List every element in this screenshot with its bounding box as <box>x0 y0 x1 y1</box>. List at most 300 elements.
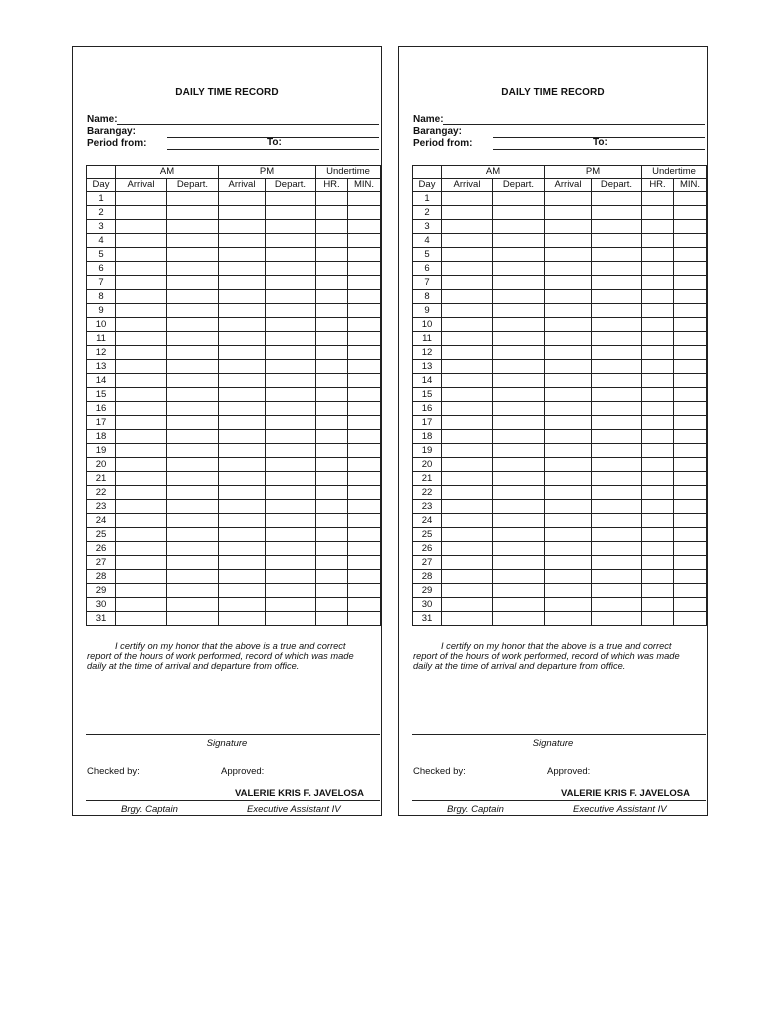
pm-arrival-cell[interactable] <box>219 500 266 514</box>
undertime-hr-cell[interactable] <box>316 514 348 528</box>
pm-arrival-cell[interactable] <box>219 360 266 374</box>
am-arrival-cell[interactable] <box>116 276 167 290</box>
undertime-hr-cell[interactable] <box>316 206 348 220</box>
pm-arrival-cell[interactable] <box>545 612 592 626</box>
undertime-min-cell[interactable] <box>674 584 707 598</box>
undertime-min-cell[interactable] <box>348 430 381 444</box>
am-depart-cell[interactable] <box>167 430 219 444</box>
pm-arrival-cell[interactable] <box>545 318 592 332</box>
am-depart-cell[interactable] <box>493 444 545 458</box>
am-depart-cell[interactable] <box>167 346 219 360</box>
pm-depart-cell[interactable] <box>266 584 316 598</box>
am-arrival-cell[interactable] <box>116 528 167 542</box>
undertime-hr-cell[interactable] <box>642 472 674 486</box>
undertime-min-cell[interactable] <box>348 318 381 332</box>
pm-arrival-cell[interactable] <box>219 262 266 276</box>
pm-depart-cell[interactable] <box>266 556 316 570</box>
am-depart-cell[interactable] <box>493 248 545 262</box>
undertime-min-cell[interactable] <box>348 290 381 304</box>
pm-arrival-cell[interactable] <box>545 458 592 472</box>
am-arrival-cell[interactable] <box>116 192 167 206</box>
undertime-min-cell[interactable] <box>674 346 707 360</box>
am-arrival-cell[interactable] <box>116 472 167 486</box>
pm-depart-cell[interactable] <box>266 332 316 346</box>
name-field-line[interactable] <box>443 124 705 125</box>
am-depart-cell[interactable] <box>493 360 545 374</box>
am-arrival-cell[interactable] <box>442 276 493 290</box>
am-depart-cell[interactable] <box>167 318 219 332</box>
pm-arrival-cell[interactable] <box>545 514 592 528</box>
undertime-hr-cell[interactable] <box>642 556 674 570</box>
pm-depart-cell[interactable] <box>266 304 316 318</box>
name-field-line[interactable] <box>117 124 379 125</box>
pm-depart-cell[interactable] <box>592 248 642 262</box>
pm-arrival-cell[interactable] <box>545 374 592 388</box>
am-depart-cell[interactable] <box>167 570 219 584</box>
pm-arrival-cell[interactable] <box>545 486 592 500</box>
pm-depart-cell[interactable] <box>266 318 316 332</box>
undertime-hr-cell[interactable] <box>316 360 348 374</box>
undertime-min-cell[interactable] <box>348 500 381 514</box>
undertime-min-cell[interactable] <box>674 332 707 346</box>
undertime-hr-cell[interactable] <box>642 528 674 542</box>
am-arrival-cell[interactable] <box>116 416 167 430</box>
am-arrival-cell[interactable] <box>116 388 167 402</box>
pm-arrival-cell[interactable] <box>219 612 266 626</box>
undertime-hr-cell[interactable] <box>316 444 348 458</box>
pm-arrival-cell[interactable] <box>545 234 592 248</box>
undertime-min-cell[interactable] <box>348 248 381 262</box>
am-depart-cell[interactable] <box>167 584 219 598</box>
period-field-line[interactable] <box>493 149 705 150</box>
pm-depart-cell[interactable] <box>266 612 316 626</box>
undertime-min-cell[interactable] <box>348 220 381 234</box>
am-depart-cell[interactable] <box>493 416 545 430</box>
pm-depart-cell[interactable] <box>266 248 316 262</box>
pm-depart-cell[interactable] <box>592 570 642 584</box>
pm-arrival-cell[interactable] <box>219 416 266 430</box>
am-depart-cell[interactable] <box>493 290 545 304</box>
period-field-line[interactable] <box>167 149 379 150</box>
pm-arrival-cell[interactable] <box>219 206 266 220</box>
am-arrival-cell[interactable] <box>442 346 493 360</box>
am-depart-cell[interactable] <box>167 360 219 374</box>
undertime-hr-cell[interactable] <box>316 598 348 612</box>
am-depart-cell[interactable] <box>167 206 219 220</box>
undertime-min-cell[interactable] <box>674 458 707 472</box>
undertime-min-cell[interactable] <box>674 444 707 458</box>
am-depart-cell[interactable] <box>167 556 219 570</box>
am-arrival-cell[interactable] <box>442 206 493 220</box>
am-arrival-cell[interactable] <box>116 346 167 360</box>
undertime-min-cell[interactable] <box>674 402 707 416</box>
pm-arrival-cell[interactable] <box>219 402 266 416</box>
am-arrival-cell[interactable] <box>116 402 167 416</box>
am-depart-cell[interactable] <box>167 444 219 458</box>
am-depart-cell[interactable] <box>167 290 219 304</box>
undertime-hr-cell[interactable] <box>316 556 348 570</box>
undertime-min-cell[interactable] <box>674 234 707 248</box>
pm-depart-cell[interactable] <box>592 500 642 514</box>
am-depart-cell[interactable] <box>167 542 219 556</box>
am-depart-cell[interactable] <box>493 206 545 220</box>
undertime-hr-cell[interactable] <box>316 374 348 388</box>
pm-depart-cell[interactable] <box>592 192 642 206</box>
pm-arrival-cell[interactable] <box>545 332 592 346</box>
am-depart-cell[interactable] <box>493 486 545 500</box>
undertime-min-cell[interactable] <box>348 276 381 290</box>
pm-arrival-cell[interactable] <box>219 332 266 346</box>
undertime-hr-cell[interactable] <box>316 584 348 598</box>
pm-depart-cell[interactable] <box>266 416 316 430</box>
am-arrival-cell[interactable] <box>116 542 167 556</box>
undertime-min-cell[interactable] <box>348 542 381 556</box>
pm-arrival-cell[interactable] <box>219 276 266 290</box>
pm-depart-cell[interactable] <box>592 472 642 486</box>
pm-depart-cell[interactable] <box>592 276 642 290</box>
undertime-min-cell[interactable] <box>348 234 381 248</box>
am-depart-cell[interactable] <box>167 514 219 528</box>
pm-arrival-cell[interactable] <box>545 304 592 318</box>
pm-depart-cell[interactable] <box>266 598 316 612</box>
am-arrival-cell[interactable] <box>442 542 493 556</box>
am-depart-cell[interactable] <box>167 374 219 388</box>
pm-arrival-cell[interactable] <box>219 192 266 206</box>
undertime-hr-cell[interactable] <box>316 528 348 542</box>
undertime-min-cell[interactable] <box>674 388 707 402</box>
undertime-hr-cell[interactable] <box>642 458 674 472</box>
pm-arrival-cell[interactable] <box>545 388 592 402</box>
pm-arrival-cell[interactable] <box>219 234 266 248</box>
am-arrival-cell[interactable] <box>116 332 167 346</box>
pm-arrival-cell[interactable] <box>219 304 266 318</box>
am-arrival-cell[interactable] <box>442 416 493 430</box>
am-depart-cell[interactable] <box>493 472 545 486</box>
am-arrival-cell[interactable] <box>116 248 167 262</box>
am-arrival-cell[interactable] <box>442 192 493 206</box>
pm-arrival-cell[interactable] <box>545 416 592 430</box>
undertime-hr-cell[interactable] <box>642 598 674 612</box>
am-depart-cell[interactable] <box>167 612 219 626</box>
undertime-hr-cell[interactable] <box>642 570 674 584</box>
am-arrival-cell[interactable] <box>442 248 493 262</box>
am-arrival-cell[interactable] <box>442 430 493 444</box>
pm-arrival-cell[interactable] <box>219 444 266 458</box>
undertime-hr-cell[interactable] <box>642 304 674 318</box>
undertime-hr-cell[interactable] <box>316 472 348 486</box>
undertime-min-cell[interactable] <box>674 248 707 262</box>
am-arrival-cell[interactable] <box>442 332 493 346</box>
pm-arrival-cell[interactable] <box>219 388 266 402</box>
pm-arrival-cell[interactable] <box>219 374 266 388</box>
undertime-min-cell[interactable] <box>674 374 707 388</box>
undertime-hr-cell[interactable] <box>642 486 674 500</box>
pm-depart-cell[interactable] <box>266 290 316 304</box>
undertime-hr-cell[interactable] <box>316 542 348 556</box>
undertime-min-cell[interactable] <box>348 402 381 416</box>
pm-depart-cell[interactable] <box>266 542 316 556</box>
pm-depart-cell[interactable] <box>592 542 642 556</box>
pm-arrival-cell[interactable] <box>219 318 266 332</box>
undertime-hr-cell[interactable] <box>316 430 348 444</box>
pm-depart-cell[interactable] <box>592 402 642 416</box>
pm-arrival-cell[interactable] <box>545 346 592 360</box>
am-arrival-cell[interactable] <box>116 444 167 458</box>
pm-depart-cell[interactable] <box>266 486 316 500</box>
pm-arrival-cell[interactable] <box>219 290 266 304</box>
pm-arrival-cell[interactable] <box>219 584 266 598</box>
pm-depart-cell[interactable] <box>592 346 642 360</box>
am-depart-cell[interactable] <box>493 388 545 402</box>
undertime-hr-cell[interactable] <box>316 290 348 304</box>
undertime-hr-cell[interactable] <box>642 206 674 220</box>
pm-depart-cell[interactable] <box>266 458 316 472</box>
am-arrival-cell[interactable] <box>442 402 493 416</box>
pm-depart-cell[interactable] <box>592 262 642 276</box>
pm-depart-cell[interactable] <box>592 556 642 570</box>
undertime-hr-cell[interactable] <box>316 262 348 276</box>
am-depart-cell[interactable] <box>493 346 545 360</box>
undertime-hr-cell[interactable] <box>642 220 674 234</box>
am-depart-cell[interactable] <box>167 332 219 346</box>
am-arrival-cell[interactable] <box>116 374 167 388</box>
pm-depart-cell[interactable] <box>266 220 316 234</box>
am-depart-cell[interactable] <box>167 388 219 402</box>
undertime-min-cell[interactable] <box>348 598 381 612</box>
pm-arrival-cell[interactable] <box>545 276 592 290</box>
undertime-min-cell[interactable] <box>674 262 707 276</box>
am-depart-cell[interactable] <box>493 304 545 318</box>
pm-depart-cell[interactable] <box>592 304 642 318</box>
undertime-hr-cell[interactable] <box>642 430 674 444</box>
undertime-min-cell[interactable] <box>674 416 707 430</box>
undertime-hr-cell[interactable] <box>316 220 348 234</box>
pm-arrival-cell[interactable] <box>545 556 592 570</box>
am-arrival-cell[interactable] <box>442 304 493 318</box>
pm-arrival-cell[interactable] <box>545 402 592 416</box>
am-depart-cell[interactable] <box>493 458 545 472</box>
pm-depart-cell[interactable] <box>592 332 642 346</box>
am-arrival-cell[interactable] <box>442 234 493 248</box>
am-arrival-cell[interactable] <box>116 598 167 612</box>
pm-depart-cell[interactable] <box>266 262 316 276</box>
undertime-min-cell[interactable] <box>674 486 707 500</box>
undertime-min-cell[interactable] <box>674 220 707 234</box>
am-depart-cell[interactable] <box>493 192 545 206</box>
undertime-min-cell[interactable] <box>348 416 381 430</box>
undertime-min-cell[interactable] <box>674 570 707 584</box>
am-depart-cell[interactable] <box>167 598 219 612</box>
pm-depart-cell[interactable] <box>266 430 316 444</box>
pm-depart-cell[interactable] <box>592 612 642 626</box>
undertime-min-cell[interactable] <box>348 332 381 346</box>
am-depart-cell[interactable] <box>493 598 545 612</box>
undertime-hr-cell[interactable] <box>316 388 348 402</box>
undertime-min-cell[interactable] <box>674 514 707 528</box>
pm-arrival-cell[interactable] <box>219 430 266 444</box>
pm-arrival-cell[interactable] <box>545 248 592 262</box>
pm-depart-cell[interactable] <box>592 206 642 220</box>
pm-depart-cell[interactable] <box>266 514 316 528</box>
undertime-hr-cell[interactable] <box>642 542 674 556</box>
pm-depart-cell[interactable] <box>592 528 642 542</box>
undertime-hr-cell[interactable] <box>642 346 674 360</box>
undertime-min-cell[interactable] <box>674 192 707 206</box>
am-depart-cell[interactable] <box>493 542 545 556</box>
am-arrival-cell[interactable] <box>116 458 167 472</box>
am-depart-cell[interactable] <box>493 612 545 626</box>
undertime-hr-cell[interactable] <box>642 514 674 528</box>
pm-arrival-cell[interactable] <box>545 500 592 514</box>
undertime-min-cell[interactable] <box>348 346 381 360</box>
pm-depart-cell[interactable] <box>266 276 316 290</box>
am-depart-cell[interactable] <box>493 402 545 416</box>
undertime-min-cell[interactable] <box>348 570 381 584</box>
undertime-hr-cell[interactable] <box>316 192 348 206</box>
am-arrival-cell[interactable] <box>116 500 167 514</box>
pm-arrival-cell[interactable] <box>219 598 266 612</box>
am-depart-cell[interactable] <box>167 234 219 248</box>
pm-arrival-cell[interactable] <box>545 472 592 486</box>
am-arrival-cell[interactable] <box>442 290 493 304</box>
am-arrival-cell[interactable] <box>116 430 167 444</box>
undertime-min-cell[interactable] <box>348 556 381 570</box>
pm-depart-cell[interactable] <box>266 374 316 388</box>
pm-depart-cell[interactable] <box>592 444 642 458</box>
pm-arrival-cell[interactable] <box>219 570 266 584</box>
undertime-min-cell[interactable] <box>348 388 381 402</box>
undertime-hr-cell[interactable] <box>642 360 674 374</box>
am-depart-cell[interactable] <box>167 500 219 514</box>
pm-arrival-cell[interactable] <box>219 528 266 542</box>
undertime-hr-cell[interactable] <box>316 570 348 584</box>
am-arrival-cell[interactable] <box>442 458 493 472</box>
pm-arrival-cell[interactable] <box>219 346 266 360</box>
am-arrival-cell[interactable] <box>442 556 493 570</box>
undertime-min-cell[interactable] <box>348 612 381 626</box>
pm-depart-cell[interactable] <box>266 346 316 360</box>
undertime-min-cell[interactable] <box>674 472 707 486</box>
pm-arrival-cell[interactable] <box>545 430 592 444</box>
am-arrival-cell[interactable] <box>442 570 493 584</box>
am-depart-cell[interactable] <box>493 374 545 388</box>
am-depart-cell[interactable] <box>167 276 219 290</box>
am-arrival-cell[interactable] <box>116 234 167 248</box>
pm-arrival-cell[interactable] <box>545 598 592 612</box>
am-depart-cell[interactable] <box>493 220 545 234</box>
undertime-hr-cell[interactable] <box>316 612 348 626</box>
undertime-hr-cell[interactable] <box>316 458 348 472</box>
am-depart-cell[interactable] <box>493 556 545 570</box>
am-depart-cell[interactable] <box>493 332 545 346</box>
undertime-min-cell[interactable] <box>348 206 381 220</box>
undertime-hr-cell[interactable] <box>642 290 674 304</box>
am-arrival-cell[interactable] <box>442 612 493 626</box>
am-arrival-cell[interactable] <box>442 528 493 542</box>
am-arrival-cell[interactable] <box>442 220 493 234</box>
undertime-hr-cell[interactable] <box>642 416 674 430</box>
undertime-hr-cell[interactable] <box>316 332 348 346</box>
am-depart-cell[interactable] <box>493 514 545 528</box>
am-depart-cell[interactable] <box>167 262 219 276</box>
undertime-min-cell[interactable] <box>674 612 707 626</box>
undertime-hr-cell[interactable] <box>642 612 674 626</box>
am-depart-cell[interactable] <box>493 262 545 276</box>
undertime-min-cell[interactable] <box>674 276 707 290</box>
pm-depart-cell[interactable] <box>266 472 316 486</box>
signature-line[interactable] <box>412 734 706 735</box>
undertime-min-cell[interactable] <box>674 206 707 220</box>
undertime-hr-cell[interactable] <box>642 388 674 402</box>
pm-depart-cell[interactable] <box>592 388 642 402</box>
pm-arrival-cell[interactable] <box>219 542 266 556</box>
pm-depart-cell[interactable] <box>266 528 316 542</box>
pm-arrival-cell[interactable] <box>545 192 592 206</box>
signature-line[interactable] <box>86 734 380 735</box>
undertime-hr-cell[interactable] <box>642 318 674 332</box>
undertime-min-cell[interactable] <box>348 262 381 276</box>
am-arrival-cell[interactable] <box>442 318 493 332</box>
am-arrival-cell[interactable] <box>442 500 493 514</box>
undertime-hr-cell[interactable] <box>642 332 674 346</box>
pm-arrival-cell[interactable] <box>545 290 592 304</box>
pm-arrival-cell[interactable] <box>219 458 266 472</box>
am-depart-cell[interactable] <box>167 472 219 486</box>
pm-depart-cell[interactable] <box>266 192 316 206</box>
am-depart-cell[interactable] <box>493 528 545 542</box>
undertime-hr-cell[interactable] <box>642 234 674 248</box>
undertime-hr-cell[interactable] <box>316 416 348 430</box>
pm-depart-cell[interactable] <box>592 234 642 248</box>
pm-depart-cell[interactable] <box>592 430 642 444</box>
am-arrival-cell[interactable] <box>116 220 167 234</box>
am-depart-cell[interactable] <box>493 430 545 444</box>
am-depart-cell[interactable] <box>167 528 219 542</box>
pm-depart-cell[interactable] <box>266 206 316 220</box>
undertime-min-cell[interactable] <box>348 360 381 374</box>
undertime-min-cell[interactable] <box>674 542 707 556</box>
am-arrival-cell[interactable] <box>442 514 493 528</box>
am-depart-cell[interactable] <box>167 416 219 430</box>
pm-depart-cell[interactable] <box>266 444 316 458</box>
undertime-hr-cell[interactable] <box>316 248 348 262</box>
am-arrival-cell[interactable] <box>442 598 493 612</box>
am-arrival-cell[interactable] <box>442 472 493 486</box>
am-arrival-cell[interactable] <box>116 514 167 528</box>
am-arrival-cell[interactable] <box>116 304 167 318</box>
undertime-min-cell[interactable] <box>674 598 707 612</box>
am-arrival-cell[interactable] <box>116 360 167 374</box>
pm-arrival-cell[interactable] <box>545 528 592 542</box>
undertime-hr-cell[interactable] <box>316 318 348 332</box>
am-arrival-cell[interactable] <box>116 486 167 500</box>
pm-depart-cell[interactable] <box>592 318 642 332</box>
undertime-min-cell[interactable] <box>674 360 707 374</box>
pm-arrival-cell[interactable] <box>545 584 592 598</box>
am-depart-cell[interactable] <box>493 500 545 514</box>
undertime-hr-cell[interactable] <box>316 304 348 318</box>
am-arrival-cell[interactable] <box>116 556 167 570</box>
undertime-min-cell[interactable] <box>348 486 381 500</box>
undertime-hr-cell[interactable] <box>316 486 348 500</box>
undertime-min-cell[interactable] <box>674 528 707 542</box>
undertime-min-cell[interactable] <box>348 458 381 472</box>
am-arrival-cell[interactable] <box>116 290 167 304</box>
undertime-min-cell[interactable] <box>348 192 381 206</box>
am-arrival-cell[interactable] <box>116 206 167 220</box>
pm-arrival-cell[interactable] <box>545 444 592 458</box>
undertime-hr-cell[interactable] <box>316 346 348 360</box>
